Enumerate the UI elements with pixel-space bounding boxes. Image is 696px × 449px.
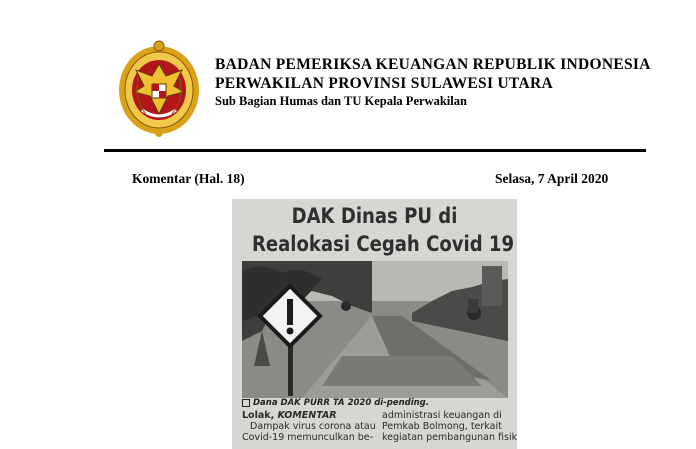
- byline-place: Lolak,: [242, 410, 278, 421]
- news-photo: [242, 261, 508, 398]
- org-unit: Sub Bagian Humas dan TU Kepala Perwakilan: [215, 94, 467, 108]
- organization-header: [215, 55, 651, 110]
- article-text-line: Pemkab Bolmong, terkait: [382, 421, 502, 432]
- caption-text: Dana DAK PURR TA 2020 di-pending.: [253, 398, 429, 408]
- header-divider: [104, 149, 646, 152]
- article-text-line: administrasi keuangan di: [382, 410, 502, 421]
- photo-caption: [242, 398, 429, 408]
- article-column-1: [242, 410, 376, 443]
- date-label: Selasa, 7 April 2020: [495, 171, 609, 186]
- article-text-line: Dampak virus corona atau: [250, 421, 376, 432]
- article-text-line: Covid-19 memunculkan be-: [242, 432, 374, 443]
- org-branch: PERWAKILAN PROVINSI SULAWESI UTARA: [215, 75, 553, 92]
- source-label: Komentar (Hal. 18): [132, 171, 245, 186]
- news-clipping: [232, 199, 517, 449]
- org-name: BADAN PEMERIKSA KEUANGAN REPUBLIK INDONESIA: [215, 56, 651, 73]
- byline-paper: KOMENTAR: [277, 410, 337, 421]
- article-text-line: kegiatan pembangunan fisik: [382, 432, 517, 443]
- bpk-logo: [116, 40, 202, 138]
- headline-line2: Realokasi Cegah Covid 19: [251, 232, 515, 256]
- article-column-2: [382, 410, 517, 443]
- byline: [242, 410, 376, 421]
- headline-line1: DAK Dinas PU di: [291, 204, 458, 228]
